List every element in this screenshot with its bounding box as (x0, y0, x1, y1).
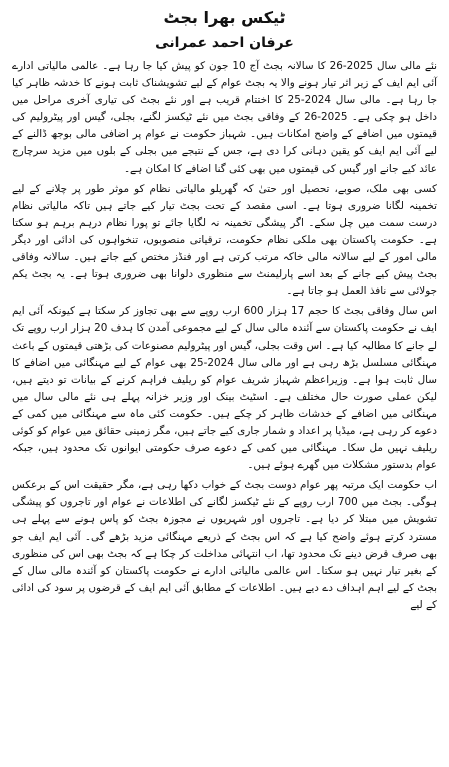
article-body (12, 58, 437, 614)
article-paragraph: اس سال وفاقی بجٹ کا حجم 17 ہزار 600 ارب روپے سے بھی تجاوز کر سکتا ہے کیونکہ آئی ایم ایف نے حکومت پاکستان سے آئندہ مالی سال کے لیے مجموعی آمدن کا ہدف 20 ہزار ارب روپے تک لے جانے کا مطالبہ کیا ہے۔ اس وقت بجلی، گیس اور پیٹرولیم مصنوعات کی بڑھتی قیمتوں کے باعث مہنگائی مسلسل بڑھ رہی ہے اور مالی سال 2024-25 بھی عوام کے لیے مہنگائی میں اضافے کا سال ثابت ہوا ہے۔ وزیراعظم شہباز شریف عوام کو ریلیف فراہم کرنے کے بیانات تو دیتے ہیں، لیکن عملی صورت حال مختلف ہے۔ اسٹیٹ بینک اور وزیر خزانہ پہلے ہی نئے مالی سال میں مہنگائی میں اضافے کے خدشات ظاہر کر چکے ہیں۔ حکومت کئی ماہ سے مہنگائی میں کمی کے دعوے کر رہی ہے، میڈیا پر اعداد و شمار جاری کیے جاتے ہیں، مگر زمینی حقائق میں عوام کو کوئی ریلیف نہیں مل سکا۔ مہنگائی میں کمی کے دعوے صرف حکومتی ایوانوں تک محدود ہیں، جبکہ عوام بدستور مشکلات میں گھرے ہوئے ہیں۔ (12, 305, 438, 472)
article-author: عرفان احمد عمرانی (155, 35, 294, 51)
article-title: ٹیکس بھرا بجٹ (163, 8, 286, 27)
article-paragraph: اب حکومت ایک مرتبہ پھر عوام دوست بجٹ کے خواب دکھا رہی ہے، مگر حقیقت اس کے برعکس ہوگی۔ بجٹ میں 700 ارب روپے کے نئے ٹیکسز لگانے کی اطلاعات نے عوام اور تاجروں کو پیشگی تشویش میں مبتلا کر دیا ہے۔ تاجروں اور شہریوں نے مجوزہ بجٹ کو پاس ہونے سے پہلے ہی مسترد کرتے ہوئے واضح کیا ہے کہ اس بجٹ کے ذریعے مہنگائی مزید بڑھے گی۔ آئی ایم ایف جو بھی صرف قرض دینے تک محدود تھا، اب انتہائی مداخلت کر چکا ہے کہ بجٹ بھی اس کی منظوری کے بغیر تیار نہیں ہو سکتا۔ اس عالمی مالیاتی ادارے نے حکومت پاکستان کو آئندہ مالی سال کے بجٹ کے لیے اہم اہداف دے دیے ہیں۔ اطلاعات کے مطابق آئی ایم ایف کے قرضوں پر سود کی ادائی کے لیے (12, 479, 438, 611)
article-paragraph: نئے مالی سال 2025-26 کا سالانہ بجٹ آج 10 جون کو پیش کیا جا رہا ہے۔ عالمی مالیاتی ادارے آئی ایم ایف کے زیر اثر تیار ہونے والا یہ بجٹ عوام کے لیے تشویشناک ثابت ہونے کا خدشہ ظاہر کیا جا رہا ہے۔ مالی سال 2024-25 کا اختتام قریب ہے اور نئے بجٹ کی تیاری آخری مراحل میں داخل ہو چکی ہے۔ 2025-26 کے وفاقی بجٹ میں نئے ٹیکسز لگنے، بجلی، گیس اور پیٹرولیم کی قیمتوں میں اضافے کے واضح امکانات ہیں۔ شہباز حکومت نے عوام پر اضافی مالی بوجھ ڈالنے کے لیے آئی ایم ایف کو یقین دہانی کرا دی ہے، جس کے نتیجے میں بجلی کے بلوں میں مزید سرچارج عائد کیے جانے اور گیس کی قیمتوں میں بھی کئی گنا اضافے کا امکان ہے۔ (12, 60, 437, 175)
article-paragraph: کسی بھی ملک، صوبے، تحصیل اور حتیٰ کہ گھریلو مالیاتی نظام کو موثر طور پر چلانے کے لیے تخمینہ لگانا ضروری ہوتا ہے۔ اسی مقصد کے تحت بجٹ تیار کیے جاتے ہیں تاکہ مالیاتی نظام درست سمت میں چل سکے۔ اگر پیشگی تخمینہ نہ لگایا جائے تو پورا نظام درہم برہم ہو سکتا ہے۔ حکومت پاکستان بھی ملکی نظام حکومت، ترقیاتی منصوبوں، تنخواہوں کی ادائی اور دیگر مالی امور کے لیے سالانہ مالی خاکہ مرتب کرتی ہے اور فنڈز مختص کیے جاتے ہیں۔ سالانہ وفاقی بجٹ پیش کیے جانے کے بعد اسے پارلیمنٹ سے منظوری دلوانا بھی ضروری ہوتا ہے۔ یہ بجٹ یکم جولائی سے نافذ العمل ہو جاتا ہے۔ (12, 182, 437, 298)
